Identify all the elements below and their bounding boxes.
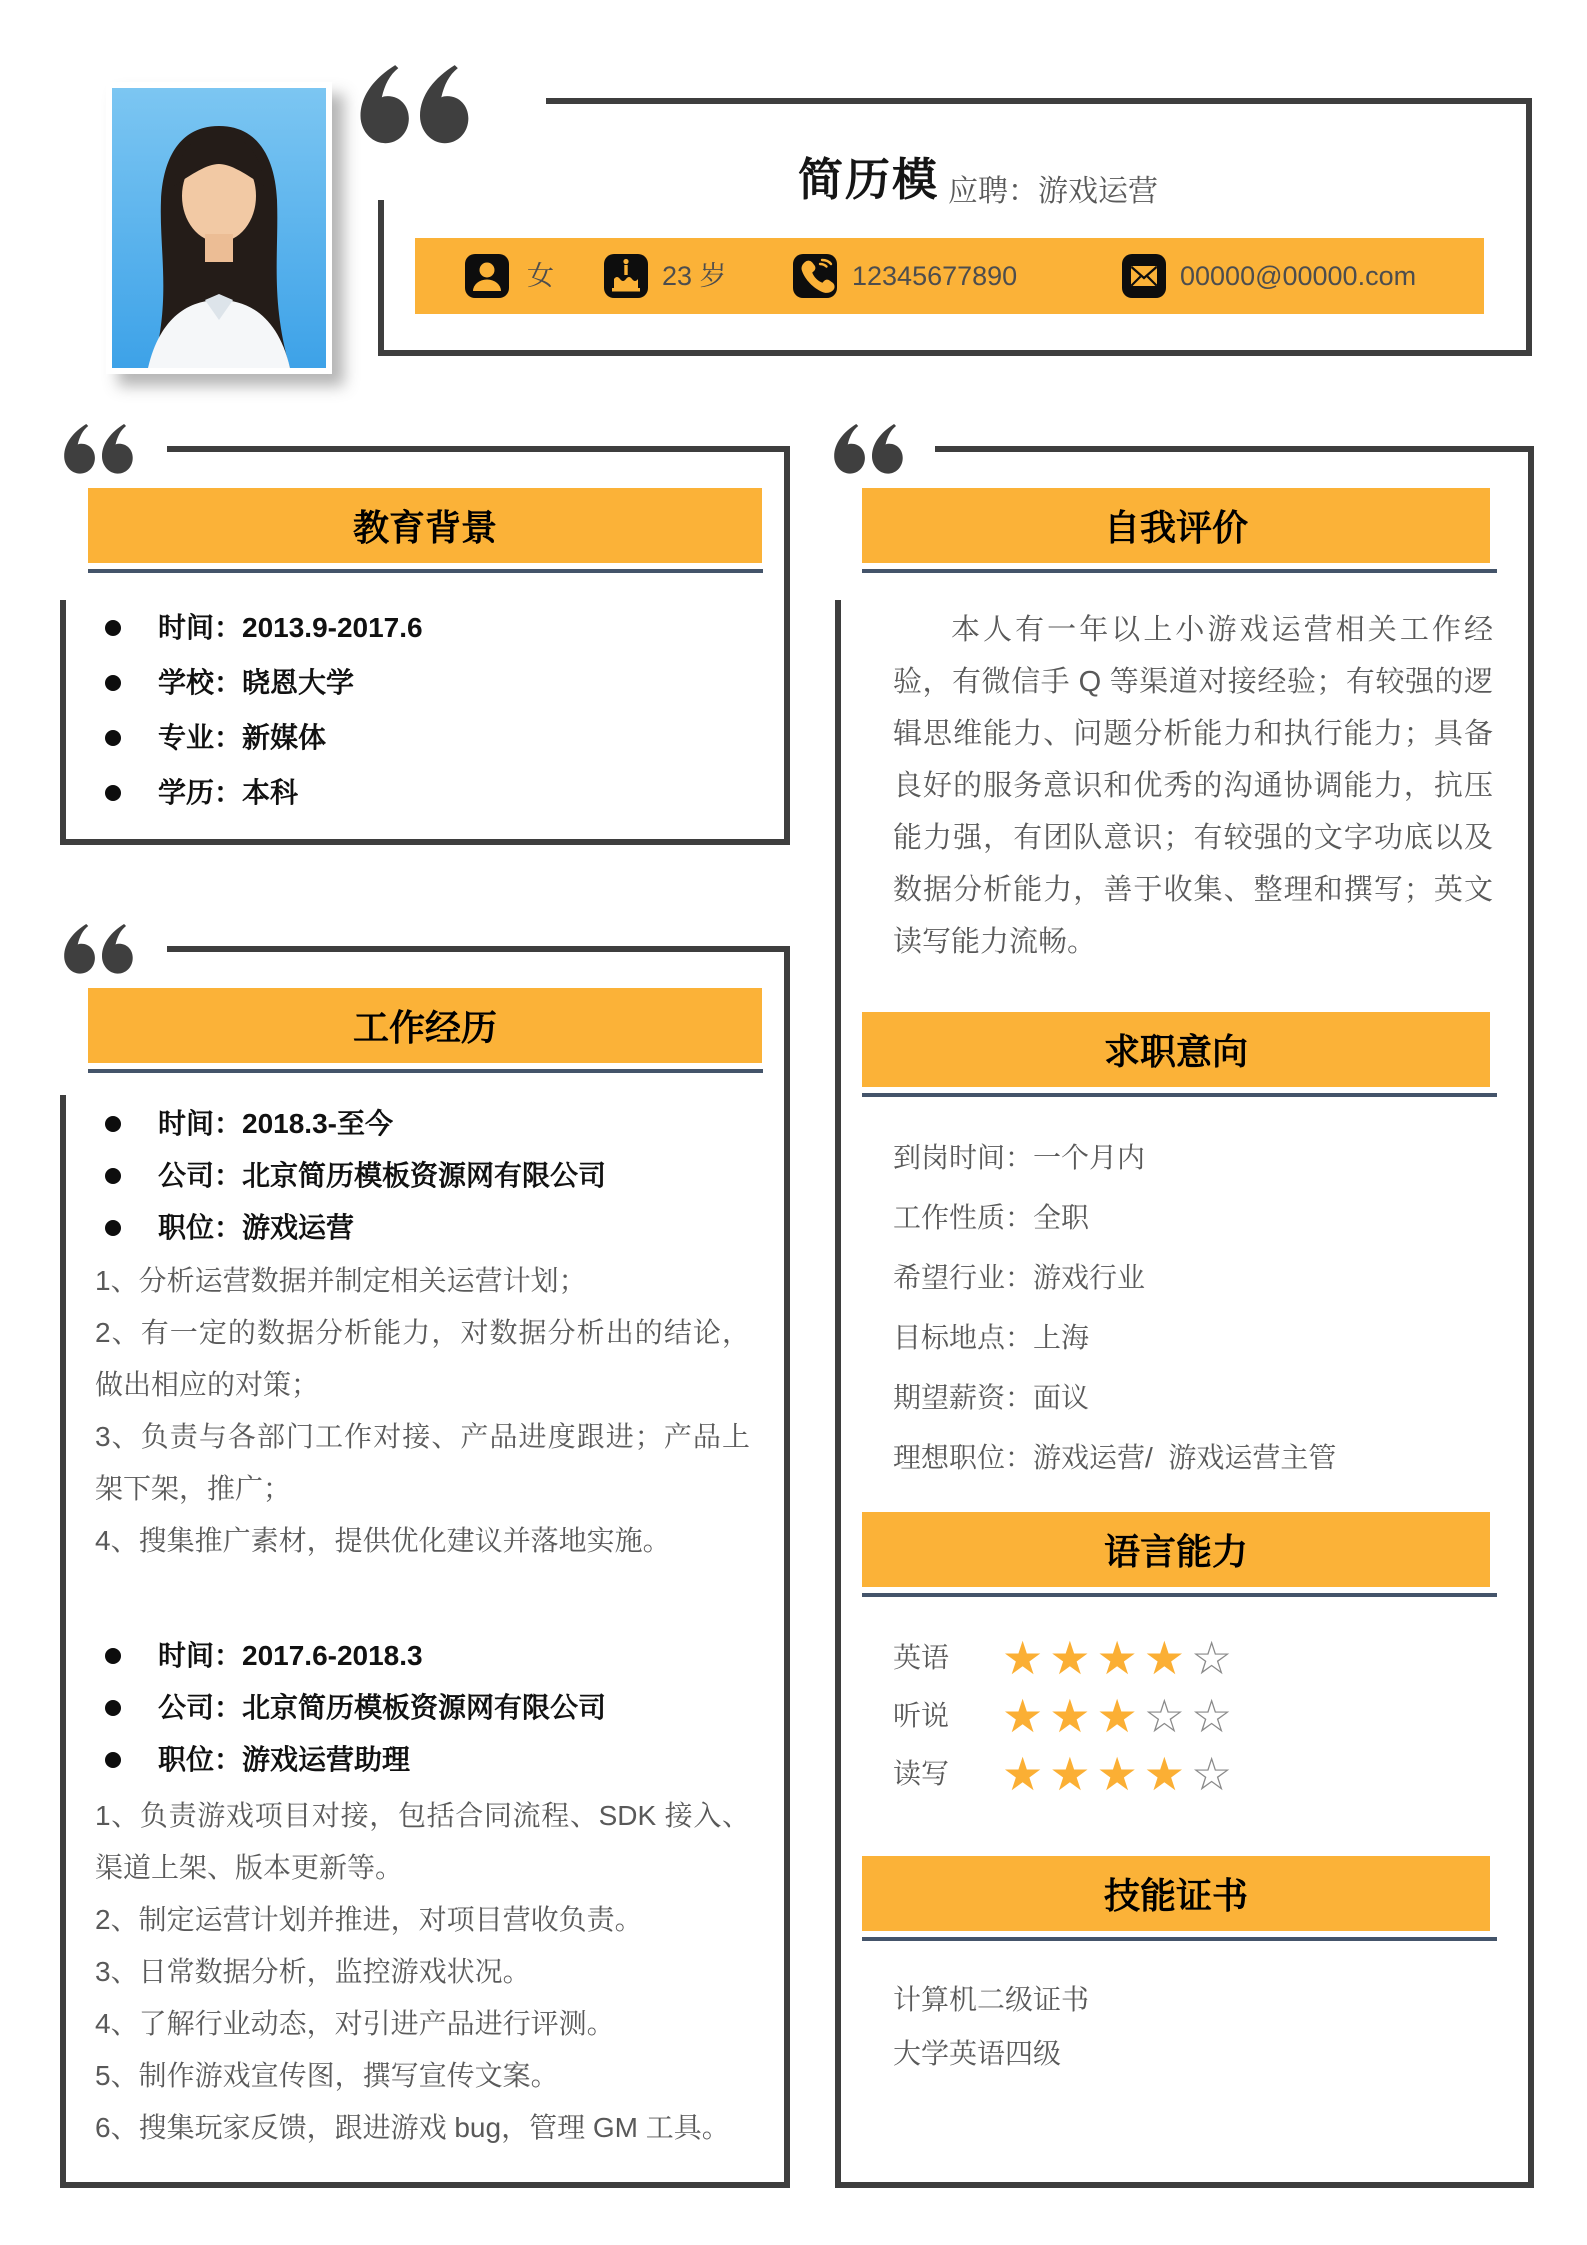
education-box-top <box>167 446 790 452</box>
job-duty: 2、制定运营计划并推进，对项目营收负责。 <box>95 1904 643 1935</box>
job-duty: 2、有一定的数据分析能力，对数据分析出的结论，做出相应的对策； <box>95 1317 750 1400</box>
education-title-text: 教育背景 <box>352 507 497 548</box>
intention-item: 希望行业：游戏行业 <box>893 1262 1146 1293</box>
star-icon: ★ <box>1049 1632 1097 1684</box>
candidate-name: 简历模 <box>798 154 940 205</box>
job-duty: 1、分析运营数据并制定相关运营计划； <box>95 1265 587 1296</box>
right-box-top <box>935 446 1534 452</box>
bullet-icon <box>105 1752 121 1768</box>
education-title-underline <box>88 569 763 573</box>
star-icon: ★ <box>1049 1748 1097 1800</box>
work-box-top <box>167 946 790 952</box>
header-frame-right <box>1526 98 1532 356</box>
star-icon: ★ <box>1096 1748 1144 1800</box>
star-icon: ☆ <box>1191 1690 1239 1742</box>
bullet-icon <box>105 1648 121 1664</box>
right-box-left <box>835 600 841 2188</box>
job-duties <box>95 1255 750 1567</box>
job-field-text: 时间：2018.3-至今 <box>158 1108 393 1139</box>
bullet-icon <box>105 785 121 801</box>
job-duty: 3、负责与各部门工作对接、产品进度跟进；产品上架下架，推广； <box>95 1421 750 1504</box>
bullet-icon <box>105 1220 121 1236</box>
self-evaluation-title-text: 自我评价 <box>1103 507 1248 548</box>
star-rating <box>1002 1748 1238 1800</box>
education-box-bottom <box>60 839 790 845</box>
education-item-text: 专业：新媒体 <box>158 722 327 753</box>
certificate-item: 大学英语四级 <box>893 2038 1062 2069</box>
education-item-text: 学历：本科 <box>158 777 299 808</box>
self-evaluation-underline <box>862 569 1497 573</box>
phone-value: 12345677890 <box>852 261 1018 291</box>
star-rating <box>1002 1632 1238 1684</box>
intention-item: 期望薪资：面议 <box>893 1382 1090 1413</box>
education-item-text: 时间：2013.9-2017.6 <box>158 612 423 643</box>
header-frame-left <box>378 200 384 356</box>
language-row-label: 听说 <box>893 1700 950 1731</box>
intention-item: 到岗时间：一个月内 <box>893 1142 1146 1173</box>
gender-value: 女 <box>527 261 554 291</box>
self-evaluation-text: 本人有一年以上小游戏运营相关工作经验，有微信手 Q 等渠道对接经验；有较强的逻辑思维能力、问题分析能力和执行能力；具备良好的服务意识和优秀的沟通协调能力，抗压能力强，有团队意识；有较强的文字功底以及数据分析能力，善于收集、整理和撰写；英文读写能力流畅。 <box>893 614 1493 958</box>
star-icon: ★ <box>1002 1690 1050 1742</box>
work-title-text: 工作经历 <box>352 1007 497 1048</box>
job-duty: 4、搜集推广素材，提供优化建议并落地实施。 <box>95 1525 671 1556</box>
certificate-item: 计算机二级证书 <box>893 1984 1090 2015</box>
right-box-right <box>1528 446 1534 2188</box>
star-icon: ★ <box>1096 1632 1144 1684</box>
star-icon: ★ <box>1143 1748 1191 1800</box>
right-box-bottom <box>835 2182 1534 2188</box>
age-value: 23 岁 <box>662 261 727 291</box>
education-box-right <box>784 446 790 845</box>
intention-item: 工作性质：全职 <box>893 1202 1090 1233</box>
work-box-bottom <box>60 2182 790 2188</box>
work-box-right <box>784 946 790 2188</box>
star-icon: ★ <box>1002 1632 1050 1684</box>
job-field-text: 公司：北京简历模板资源网有限公司 <box>158 1692 607 1723</box>
job-intention-section-title <box>862 1012 1490 1087</box>
language-row-label: 读写 <box>893 1758 950 1789</box>
header-frame-top <box>546 98 1532 104</box>
intention-item: 理想职位：游戏运营/ 游戏运营主管 <box>893 1442 1337 1473</box>
job-duty: 1、负责游戏项目对接，包括合同流程、SDK 接入、渠道上架、版本更新等。 <box>95 1800 750 1883</box>
star-icon: ★ <box>1143 1632 1191 1684</box>
star-icon: ★ <box>1002 1748 1050 1800</box>
bullet-icon <box>105 1168 121 1184</box>
certificates-section-title <box>862 1856 1490 1931</box>
language-row-label: 英语 <box>893 1642 950 1673</box>
work-title-underline <box>88 1069 763 1073</box>
star-icon: ☆ <box>1191 1748 1239 1800</box>
language-title-text: 语言能力 <box>1103 1531 1248 1572</box>
star-icon: ☆ <box>1191 1632 1239 1684</box>
envelope-icon <box>1122 254 1166 298</box>
bullet-icon <box>105 1700 121 1716</box>
intention-item: 目标地点：上海 <box>893 1322 1090 1353</box>
education-quote-icon <box>62 424 142 481</box>
job-duty: 6、搜集玩家反馈，跟进游戏 bug，管理 GM 工具。 <box>95 2112 730 2143</box>
job-intention-underline <box>862 1093 1497 1097</box>
job-duty: 5、制作游戏宣传图，撰写宣传文案。 <box>95 2060 559 2091</box>
certificates-title-text: 技能证书 <box>1103 1875 1248 1916</box>
education-item-text: 学校：晓恩大学 <box>158 667 355 698</box>
phone-icon <box>793 254 837 298</box>
job-field-text: 职位：游戏运营 <box>158 1212 355 1243</box>
portrait-illustration <box>112 88 326 368</box>
right-quote-icon <box>832 424 912 481</box>
person-icon <box>465 254 509 298</box>
language-underline <box>862 1593 1497 1597</box>
bullet-icon <box>105 620 121 636</box>
email-value: 00000@00000.com <box>1180 261 1417 291</box>
job-field-text: 职位：游戏运营助理 <box>158 1744 411 1775</box>
work-box-left <box>60 1095 66 2188</box>
work-quote-icon <box>62 924 142 981</box>
education-section-title <box>88 488 762 563</box>
profile-photo <box>106 82 332 374</box>
work-section-title <box>88 988 762 1063</box>
education-box-left <box>60 600 66 845</box>
star-icon: ★ <box>1049 1690 1097 1742</box>
bullet-icon <box>105 1116 121 1132</box>
job-field-text: 时间：2017.6-2018.3 <box>158 1640 423 1671</box>
job-duty: 3、日常数据分析，监控游戏状况。 <box>95 1956 531 1987</box>
header-quote-icon <box>358 58 482 159</box>
contact-bar <box>415 238 1484 314</box>
star-icon: ☆ <box>1143 1690 1191 1742</box>
bullet-icon <box>105 730 121 746</box>
job-duties <box>95 1790 750 2154</box>
star-icon: ★ <box>1096 1690 1144 1742</box>
applying-position: 应聘：游戏运营 <box>948 175 1158 208</box>
job-duty: 4、了解行业动态，对引进产品进行评测。 <box>95 2008 615 2039</box>
language-section-title <box>862 1512 1490 1587</box>
self-evaluation-section-title <box>862 488 1490 563</box>
header-frame-bottom <box>378 350 1532 356</box>
certificates-underline <box>862 1937 1497 1941</box>
star-rating <box>1002 1690 1238 1742</box>
job-field-text: 公司：北京简历模板资源网有限公司 <box>158 1160 607 1191</box>
job-intention-title-text: 求职意向 <box>1103 1031 1248 1072</box>
cake-icon <box>604 254 648 298</box>
bullet-icon <box>105 675 121 691</box>
